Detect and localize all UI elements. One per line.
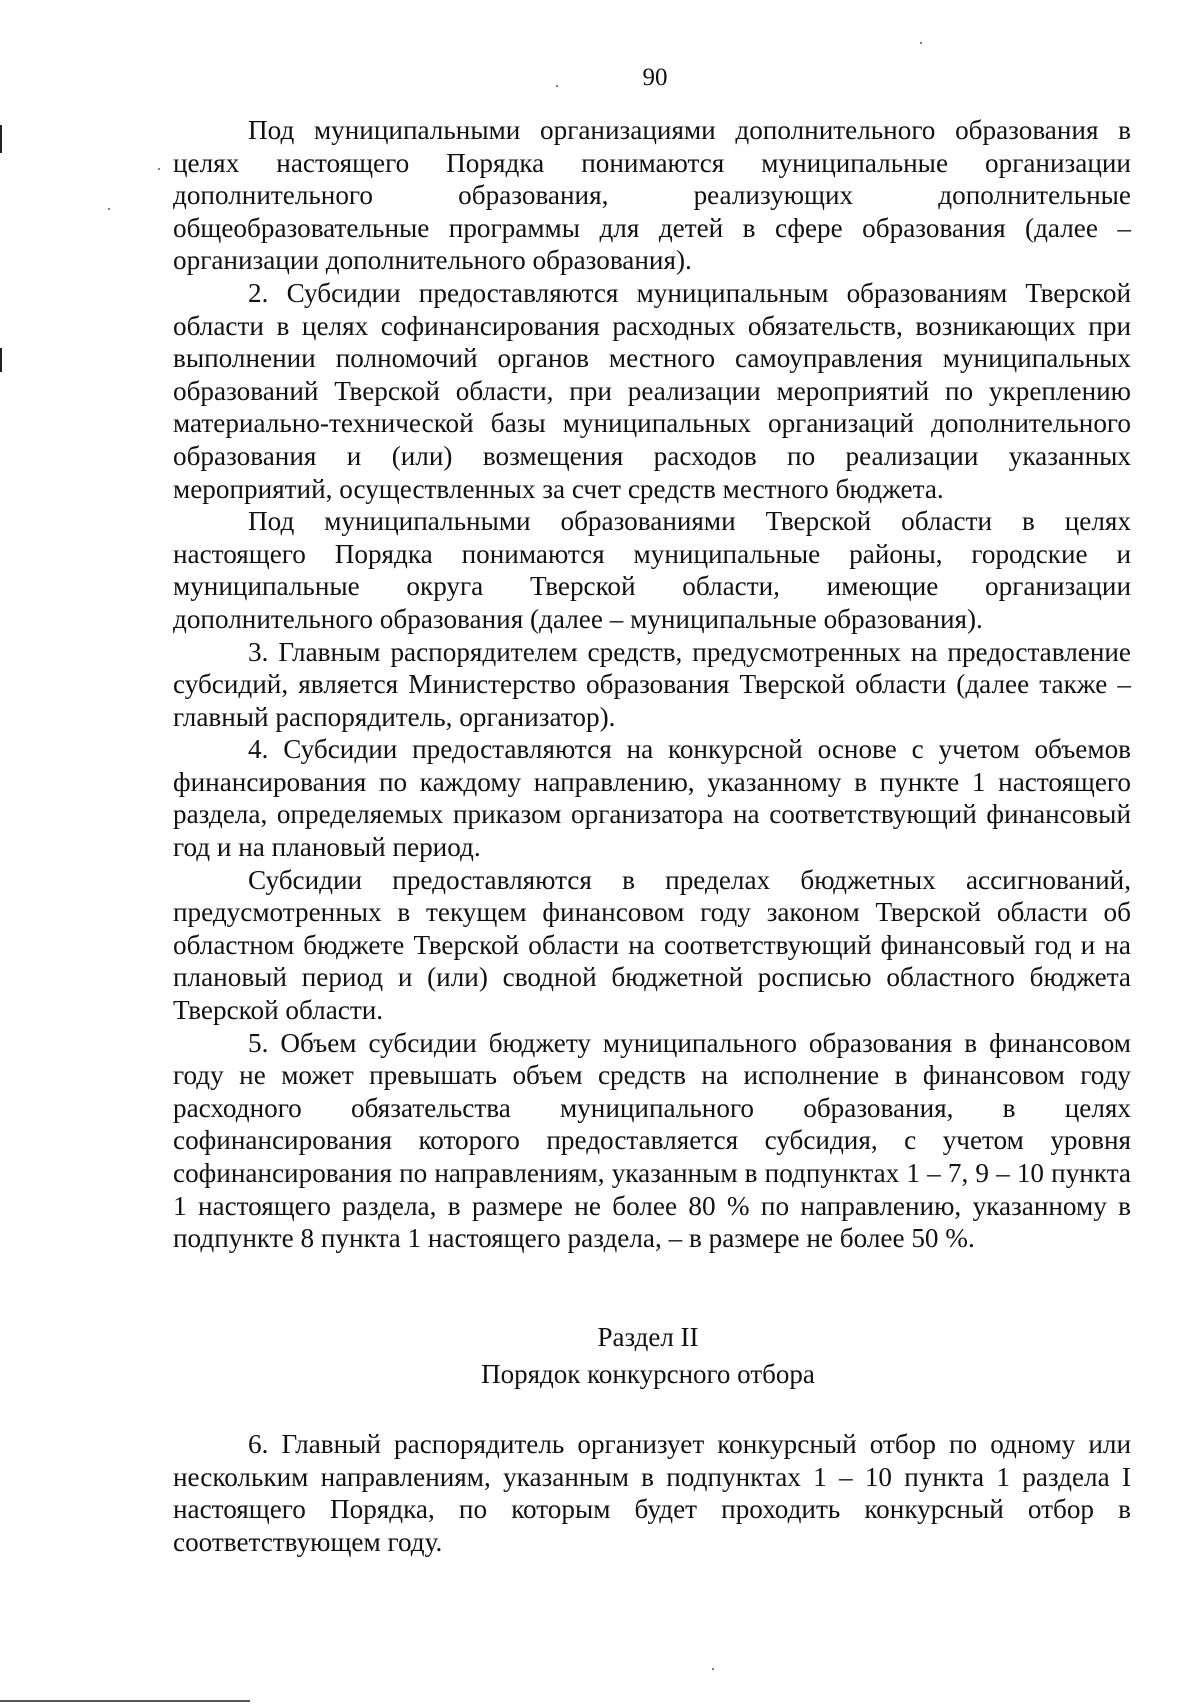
paragraph: 2. Субсидии предоставляются муниципальным образованиям Тверской области в целях софинансирования расходных обязательств, возникающих при выполнении полномочий органов местного самоуправления муниципальных образований Тверской области, при реализации мероприятий по укреплению материально-технической базы муниципальных организаций дополнительного образования и (или) возмещения расходов по реализации указанных мероприятий, осуществленных за счет средств местного бюджета. — [173, 277, 1131, 504]
scan-speck — [920, 42, 922, 44]
section-title: Порядок конкурсного отбора — [481, 1359, 815, 1389]
paragraph: 5. Объем субсидии бюджету муниципального образования в финансовом году не может превышать объем средств на исполнение в финансовом году расходного обязательства муниципального образования, в целях софинансирования которого предоставляется субсидия, с учетом уровня софинансирования по направлениям, указанным в подпунктах 1 – 7, 9 – 10 пункта 1 настоящего раздела, в размере не более 80 % по направлению, указанному в подпункте 8 пункта 1 настоящего раздела, – в размере не более 50 %. — [173, 1027, 1131, 1254]
body-text-lower — [173, 1428, 1131, 1558]
scan-speck — [712, 1668, 714, 1670]
scan-speck — [108, 208, 110, 210]
section-number: Раздел II — [597, 1322, 699, 1352]
paragraph: 6. Главный распорядитель организует конкурсный отбор по одному или нескольким направлениям, указанным в подпунктах 1 – 10 пункта 1 раздела I настоящего Порядка, по которым будет проходить конкурсный отбор в соответствующем году. — [173, 1429, 1131, 1557]
page-number: 90 — [642, 64, 668, 91]
scan-edge-mark — [0, 125, 2, 153]
paragraph: 3. Главным распорядителем средств, предусмотренных на предоставление субсидий, является Министерство образования Тверской области (далее также – главный распорядитель, организатор). — [173, 636, 1131, 732]
paragraph: Под муниципальными организациями дополнительного образования в целях настоящего Порядка понимаются муниципальные организации дополнительного образования, реализующих дополнительные общеобразовательные программы для детей в сфере образования (далее – организации дополнительного образования). — [173, 115, 1131, 276]
body-text-upper — [173, 114, 1131, 1255]
paragraph: 4. Субсидии предоставляются на конкурсной основе с учетом объемов финансирования по каждому направлению, указанному в пункте 1 настоящего раздела, определяемых приказом организатора на соответствующий финансовый год и на плановый период. — [173, 734, 1131, 863]
paragraph: Под муниципальными образованиями Тверской области в целях настоящего Порядка понимаются муниципальные районы, городские и муниципальные округа Тверской области, имеющие организации дополнительного образования (далее – муниципальные образования). — [173, 506, 1131, 634]
scan-edge-mark — [0, 348, 2, 372]
paragraph: Субсидии предоставляются в пределах бюджетных ассигнований, предусмотренных в текущем финансовом году законом Тверской области об областном бюджете Тверской области на соответствующий финансовый год и на плановый период и (или) сводной бюджетной росписью областного бюджета Тверской области. — [173, 864, 1131, 1026]
scan-edge-line — [0, 1700, 250, 1702]
scan-speck — [158, 168, 160, 170]
